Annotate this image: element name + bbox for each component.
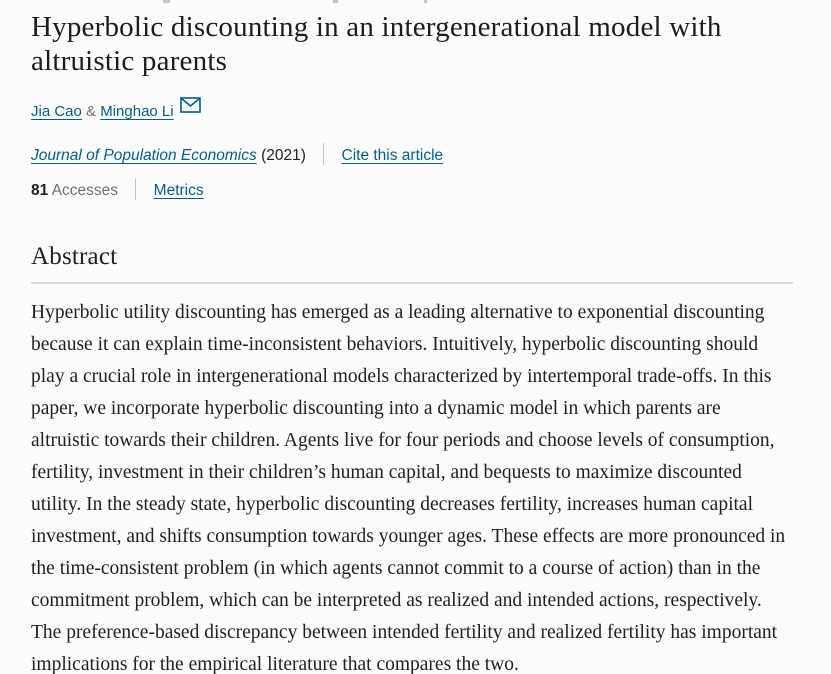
author-link-jia-cao[interactable]: Jia Cao <box>31 103 82 120</box>
metrics-link[interactable]: Metrics <box>153 182 204 199</box>
page-title: Hyperbolic discounting in an intergenerational model with altruistic parents <box>31 11 722 77</box>
author-link-minghao-li[interactable]: Minghao Li <box>100 103 174 120</box>
divider <box>135 178 136 200</box>
accesses-label: Accesses <box>51 182 119 199</box>
abstract-paragraph: Hyperbolic utility discounting has emerged as a leading alternative to exponential discounting because it can explain time-inconsistent behaviors. Intuitively, hyperbolic discounting should play a crucial role in intergenerational models characterized by intertemporal trade-offs. In this paper, we incorporate hyperbolic discounting into a dynamic model in which parents are altruistic towards their children. Agents live for four periods and choose levels of consumption, fertility, investment in their children’s human capital, and bequests to maximize discounted utility. In the steady state, hyperbolic discounting decreases fertility, increases human capital investment, and shifts consumption towards younger ages. These effects are more pronounced in the time-consistent problem (in which agents cannot commit to a course of action) than in the commitment problem, which can be interpreted as realized and intended actions, respectively. The preference-based discrepancy between intended fertility and realized fertility has important implications for the empirical literature that compares the two. <box>31 302 786 674</box>
article-page <box>0 10 831 674</box>
clipped-text-remnant <box>0 0 831 4</box>
abstract-heading: Abstract <box>31 243 118 270</box>
authors-line <box>31 97 800 122</box>
journal-line <box>31 143 800 167</box>
email-envelope-icon[interactable] <box>180 97 201 119</box>
metrics-line <box>31 178 800 202</box>
accesses-count: 81 <box>31 182 49 199</box>
section-divider-rule <box>31 282 793 284</box>
cite-this-article-link[interactable]: Cite this article <box>341 147 444 164</box>
divider <box>323 143 324 165</box>
authors-separator: & <box>86 103 97 120</box>
journal-year: (2021) <box>261 147 306 164</box>
journal-link[interactable]: Journal of Population Economics <box>31 147 257 164</box>
